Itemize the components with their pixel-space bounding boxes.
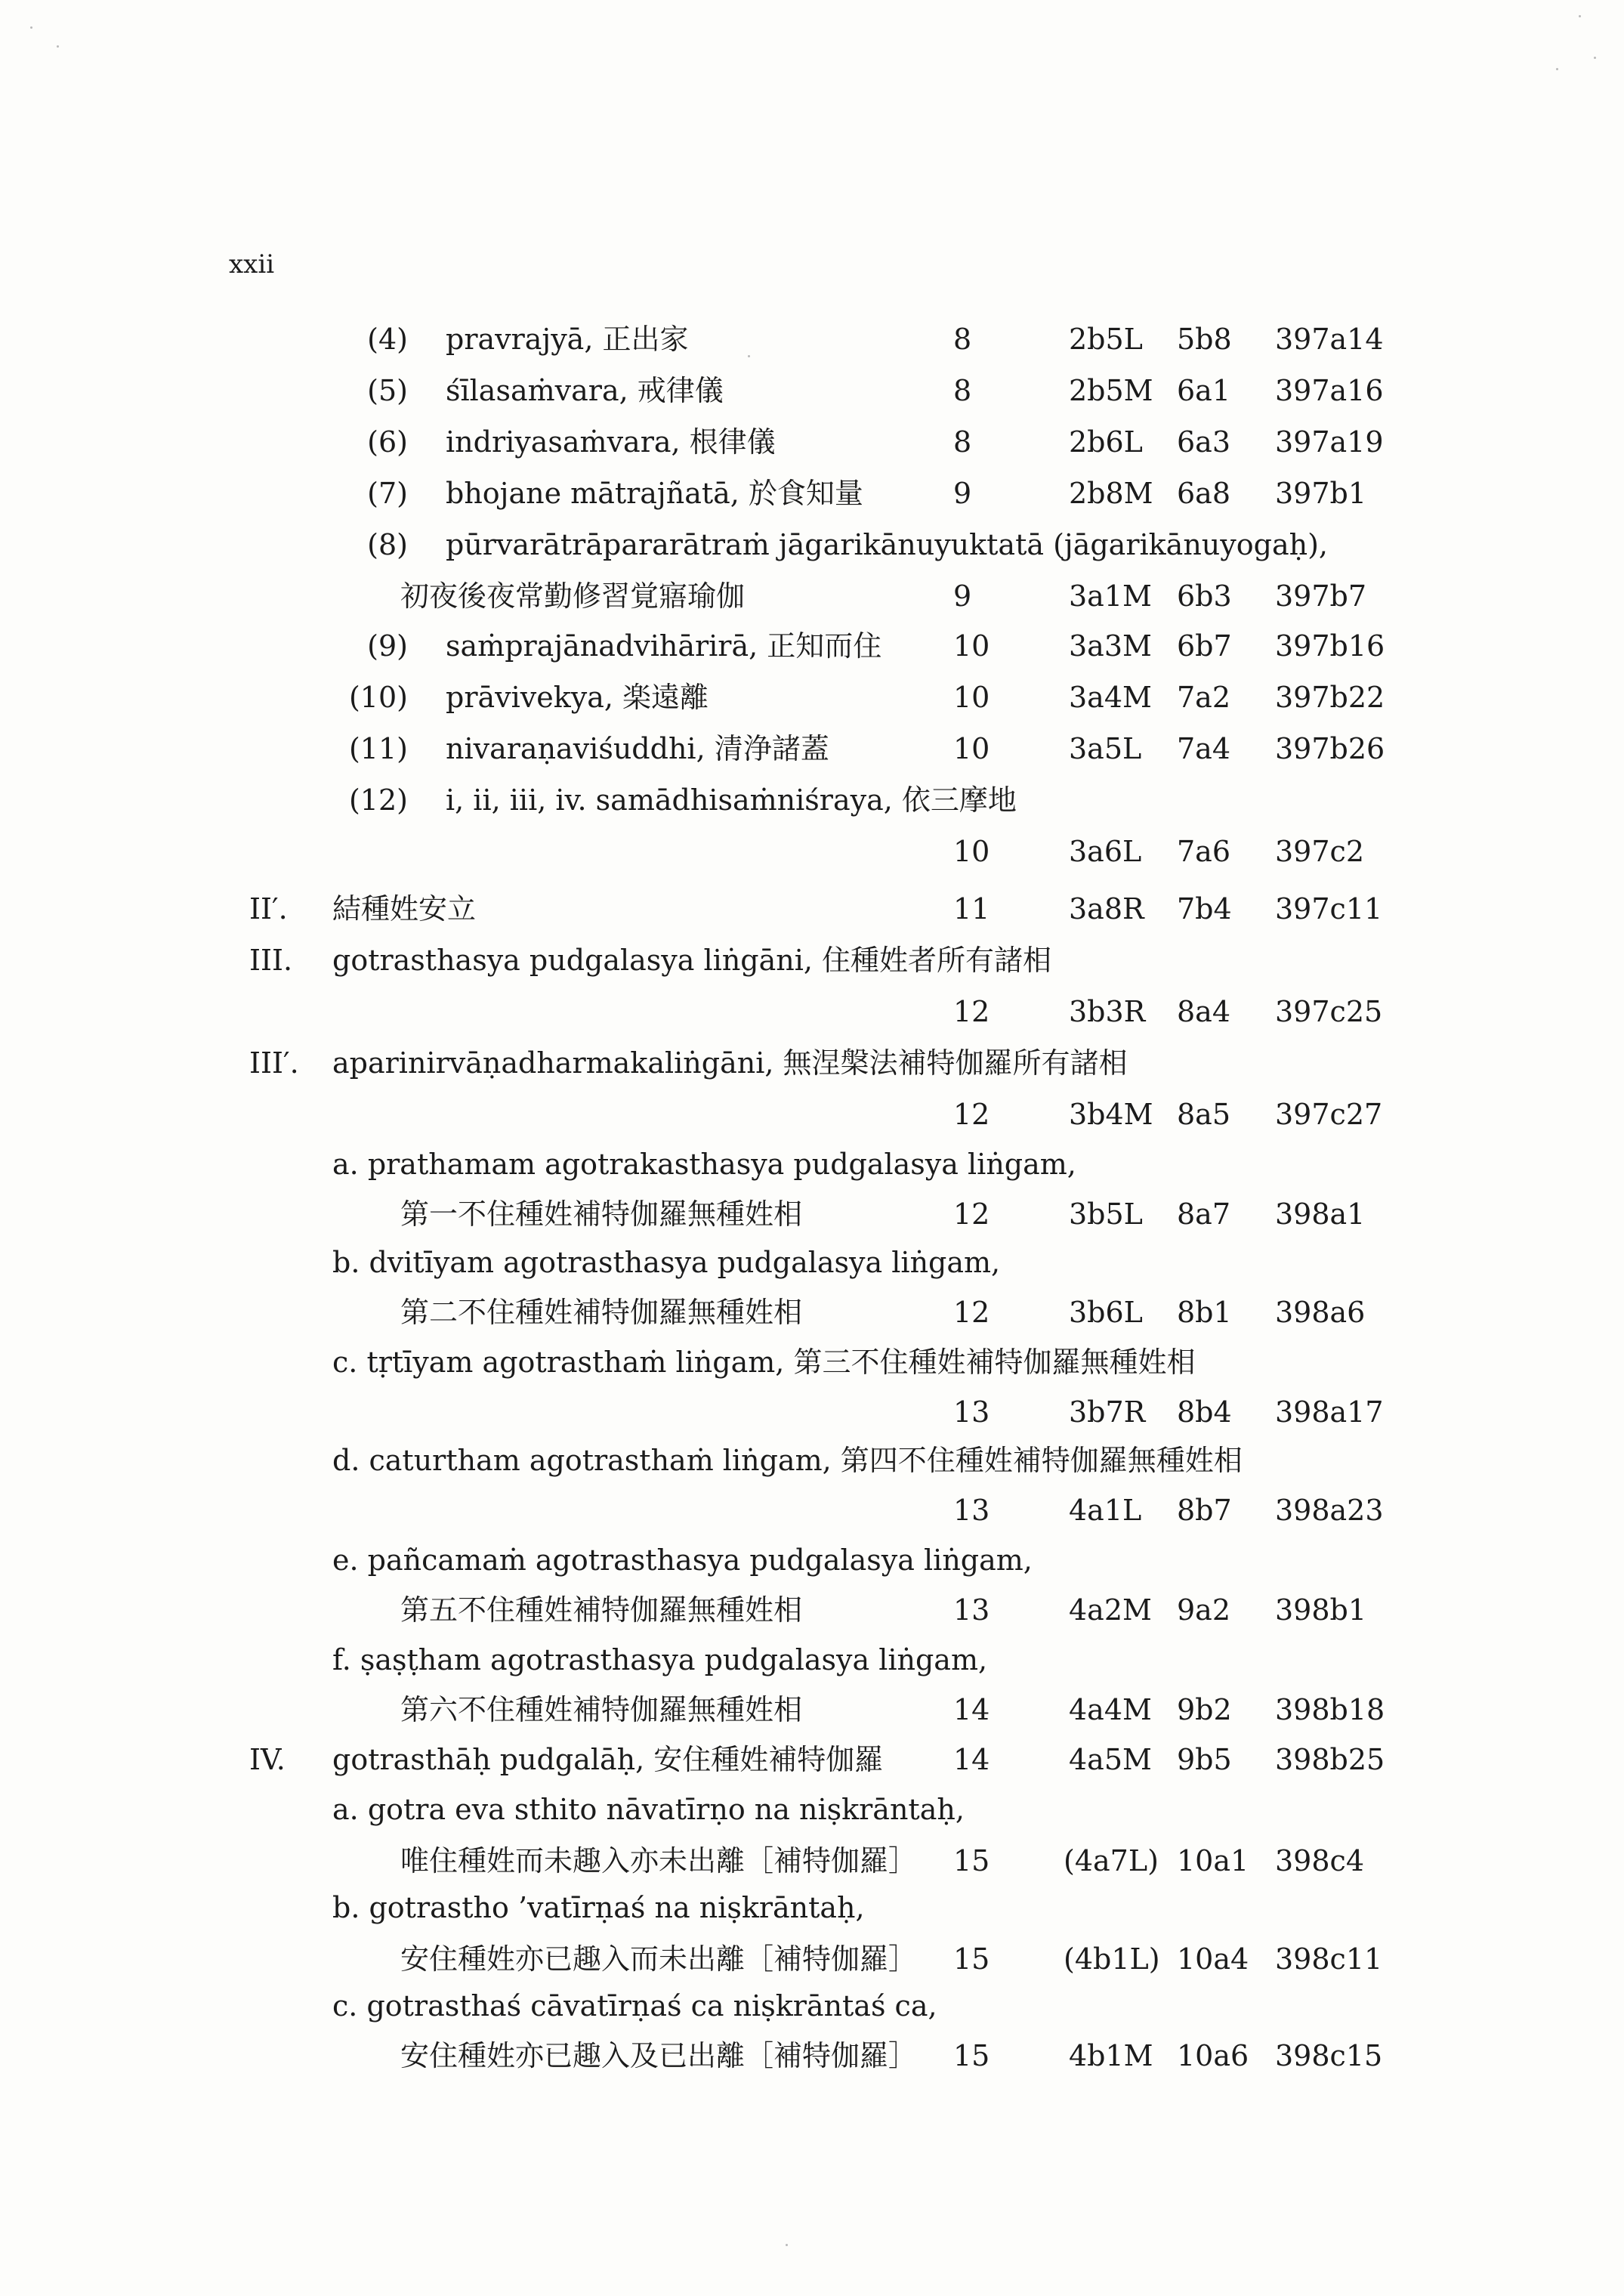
- entry-label: (7): [367, 477, 408, 510]
- page-ref: 14: [953, 1693, 990, 1726]
- sanskrit-folio-ref: 3b7R: [1069, 1395, 1146, 1429]
- taisho-ref: 398a17: [1275, 1395, 1384, 1429]
- page-ref: 13: [953, 1494, 990, 1527]
- entry-text: prāvivekya, 楽遠離: [446, 681, 709, 714]
- entry-text: nivaraṇaviśuddhi, 清浄諸蓋: [446, 732, 829, 765]
- tibetan-folio-ref: 8a7: [1177, 1197, 1231, 1231]
- entry-text: 第五不住種姓補特伽羅無種姓相: [400, 1593, 803, 1627]
- entry-text: gotrasthāḥ pudgalāḥ, 安住種姓補特伽羅: [332, 1743, 884, 1776]
- tibetan-folio-ref: 9b2: [1177, 1693, 1232, 1726]
- sanskrit-folio-ref: 3a3M: [1069, 629, 1152, 663]
- entry-text: 第一不住種姓補特伽羅無種姓相: [400, 1197, 803, 1231]
- entry-text: f. ṣaṣṭham agotrasthasya pudgalasya liṅgam,: [332, 1643, 988, 1676]
- entry-text: a. prathamam agotrakasthasya pudgalasya liṅgam,: [332, 1148, 1076, 1181]
- page-number: xxii: [229, 249, 275, 280]
- entry-text: d. caturtham agotrasthaṁ liṅgam, 第四不住種姓補特伽羅無種姓相: [332, 1444, 1243, 1477]
- entry-text: b. dvitīyam agotrasthasya pudgalasya liṅgam,: [332, 1246, 1001, 1279]
- entry-label: (10): [348, 681, 408, 714]
- taisho-ref: 398c11: [1275, 1942, 1383, 1976]
- entry-text: bhojane mātrajñatā, 於食知量: [446, 477, 863, 510]
- page-ref: 10: [953, 835, 990, 868]
- page-ref: 12: [953, 1197, 990, 1231]
- taisho-ref: 397c11: [1275, 892, 1383, 926]
- page-ref: 8: [953, 323, 972, 356]
- entry-label: (5): [367, 374, 408, 407]
- page-ref: 8: [953, 425, 972, 459]
- page-ref: 9: [953, 477, 972, 510]
- tibetan-folio-ref: 6a1: [1177, 374, 1231, 407]
- entry-text: e. pañcamaṁ agotrasthasya pudgalasya liṅgam,: [332, 1544, 1033, 1577]
- entry-text: a. gotra eva sthito nāvatīrṇo na niṣkrāntaḥ,: [332, 1793, 965, 1826]
- tibetan-folio-ref: 7a4: [1177, 732, 1231, 765]
- taisho-ref: 397a19: [1275, 425, 1384, 459]
- entry-text: c. tṛtīyam agotrasthaṁ liṅgam, 第三不住種姓補特伽羅無種姓相: [332, 1346, 1196, 1379]
- taisho-ref: 397c27: [1275, 1098, 1383, 1131]
- page-ref: 12: [953, 1296, 990, 1329]
- entry-text: i, ii, iii, iv. samādhisaṁniśraya, 依三摩地: [446, 783, 1017, 817]
- sanskrit-folio-ref: 3a4M: [1069, 681, 1152, 714]
- page-ref: 13: [953, 1395, 990, 1429]
- taisho-ref: 397a14: [1275, 323, 1384, 356]
- entry-label: IV.: [249, 1743, 286, 1776]
- entry-text: saṁprajānadvihārirā, 正知而住: [446, 629, 882, 663]
- sanskrit-folio-ref: 3b3R: [1069, 995, 1146, 1028]
- tibetan-folio-ref: 10a1: [1177, 1844, 1249, 1877]
- sanskrit-folio-ref: 3a5L: [1069, 732, 1142, 765]
- entry-label: (8): [367, 528, 408, 561]
- entry-text: 安住種姓亦已趣入及已出離［補特伽羅］: [400, 2039, 918, 2072]
- tibetan-folio-ref: 10a4: [1177, 1942, 1249, 1976]
- entry-label: (12): [348, 783, 408, 817]
- sanskrit-folio-ref: 4a4M: [1069, 1693, 1152, 1726]
- sanskrit-folio-ref: 4a2M: [1069, 1593, 1152, 1627]
- entry-text: b. gotrastho ’vatīrṇaś na niṣkrāntaḥ,: [332, 1891, 865, 1924]
- page-ref: 15: [953, 2039, 990, 2072]
- tibetan-folio-ref: 6a3: [1177, 425, 1231, 459]
- taisho-ref: 398b25: [1275, 1743, 1385, 1776]
- page-ref: 10: [953, 681, 990, 714]
- sanskrit-folio-ref: 3a1M: [1069, 579, 1152, 613]
- page-ref: 10: [953, 732, 990, 765]
- entry-text: gotrasthasya pudgalasya liṅgāni, 住種姓者所有諸相: [332, 944, 1052, 977]
- entry-text: śīlasaṁvara, 戒律儀: [446, 374, 724, 407]
- page-ref: 12: [953, 995, 990, 1028]
- taisho-ref: 398c4: [1275, 1844, 1364, 1877]
- tibetan-folio-ref: 6b3: [1177, 579, 1232, 613]
- entry-text: 第二不住種姓補特伽羅無種姓相: [400, 1296, 803, 1329]
- sanskrit-folio-ref: 3a8R: [1069, 892, 1144, 926]
- taisho-ref: 397c2: [1275, 835, 1364, 868]
- entry-text: 結種姓安立: [332, 892, 477, 926]
- page-ref: 13: [953, 1593, 990, 1627]
- tibetan-folio-ref: 8a4: [1177, 995, 1231, 1028]
- tibetan-folio-ref: 7a6: [1177, 835, 1231, 868]
- entry-label: (6): [367, 425, 408, 459]
- page-ref: 12: [953, 1098, 990, 1131]
- entry-label: II′.: [249, 892, 288, 926]
- tibetan-folio-ref: 6a8: [1177, 477, 1231, 510]
- entry-text: 安住種姓亦已趣入而未出離［補特伽羅］: [400, 1942, 918, 1976]
- page-ref: 14: [953, 1743, 990, 1776]
- tibetan-folio-ref: 6b7: [1177, 629, 1232, 663]
- tibetan-folio-ref: 8b4: [1177, 1395, 1232, 1429]
- entry-text: c. gotrasthaś cāvatīrṇaś ca niṣkrāntaś ca,: [332, 1989, 937, 2023]
- sanskrit-folio-ref: 2b5L: [1069, 323, 1143, 356]
- taisho-ref: 397b26: [1275, 732, 1385, 765]
- tibetan-folio-ref: 9b5: [1177, 1743, 1232, 1776]
- sanskrit-folio-ref: 4b1M: [1069, 2039, 1153, 2072]
- taisho-ref: 398b1: [1275, 1593, 1367, 1627]
- entry-text: 初夜後夜常勤修習覚寤瑜伽: [400, 579, 746, 613]
- entry-text: 第六不住種姓補特伽羅無種姓相: [400, 1693, 803, 1726]
- page-ref: 15: [953, 1844, 990, 1877]
- taisho-ref: 397a16: [1275, 374, 1384, 407]
- tibetan-folio-ref: 8b7: [1177, 1494, 1232, 1527]
- sanskrit-folio-ref: 2b6L: [1069, 425, 1143, 459]
- tibetan-folio-ref: 7a2: [1177, 681, 1231, 714]
- tibetan-folio-ref: 10a6: [1177, 2039, 1249, 2072]
- sanskrit-folio-ref: 3b6L: [1069, 1296, 1143, 1329]
- taisho-ref: 397b7: [1275, 579, 1367, 613]
- entry-label: III.: [249, 944, 293, 977]
- taisho-ref: 397b16: [1275, 629, 1385, 663]
- entry-label: III′.: [249, 1046, 299, 1080]
- tibetan-folio-ref: 8a5: [1177, 1098, 1231, 1131]
- taisho-ref: 398a23: [1275, 1494, 1384, 1527]
- entry-text: pūrvarātrāpararātraṁ jāgarikānuyuktatā (jāgarikānuyogaḥ),: [446, 528, 1328, 561]
- page-ref: 10: [953, 629, 990, 663]
- taisho-ref: 397b1: [1275, 477, 1367, 510]
- entry-label: (4): [367, 323, 408, 356]
- entry-text: indriyasaṁvara, 根律儀: [446, 425, 776, 459]
- sanskrit-folio-ref: 3a6L: [1069, 835, 1142, 868]
- page-ref: 8: [953, 374, 972, 407]
- page-ref: 15: [953, 1942, 990, 1976]
- tibetan-folio-ref: 5b8: [1177, 323, 1232, 356]
- taisho-ref: 398c15: [1275, 2039, 1383, 2072]
- entry-text: 唯住種姓而未趣入亦未出離［補特伽羅］: [400, 1844, 918, 1877]
- sanskrit-folio-ref: 4a5M: [1069, 1743, 1152, 1776]
- sanskrit-folio-ref: (4b1L): [1064, 1942, 1160, 1976]
- taisho-ref: 398a6: [1275, 1296, 1366, 1329]
- page-ref: 9: [953, 579, 972, 613]
- sanskrit-folio-ref: 3b5L: [1069, 1197, 1143, 1231]
- sanskrit-folio-ref: 3b4M: [1069, 1098, 1153, 1131]
- tibetan-folio-ref: 9a2: [1177, 1593, 1231, 1627]
- entry-text: aparinirvāṇadharmakaliṅgāni, 無涅槃法補特伽羅所有諸相: [332, 1046, 1128, 1080]
- tibetan-folio-ref: 8b1: [1177, 1296, 1232, 1329]
- taisho-ref: 397c25: [1275, 995, 1383, 1028]
- entry-label: (11): [348, 732, 408, 765]
- sanskrit-folio-ref: 2b8M: [1069, 477, 1153, 510]
- sanskrit-folio-ref: 2b5M: [1069, 374, 1153, 407]
- entry-text: pravrajyā, 正出家: [446, 323, 689, 356]
- sanskrit-folio-ref: 4a1L: [1069, 1494, 1142, 1527]
- entry-label: (9): [367, 629, 408, 663]
- taisho-ref: 397b22: [1275, 681, 1385, 714]
- tibetan-folio-ref: 7b4: [1177, 892, 1232, 926]
- taisho-ref: 398a1: [1275, 1197, 1366, 1231]
- sanskrit-folio-ref: (4a7L): [1064, 1844, 1159, 1877]
- taisho-ref: 398b18: [1275, 1693, 1385, 1726]
- page-ref: 11: [953, 892, 990, 926]
